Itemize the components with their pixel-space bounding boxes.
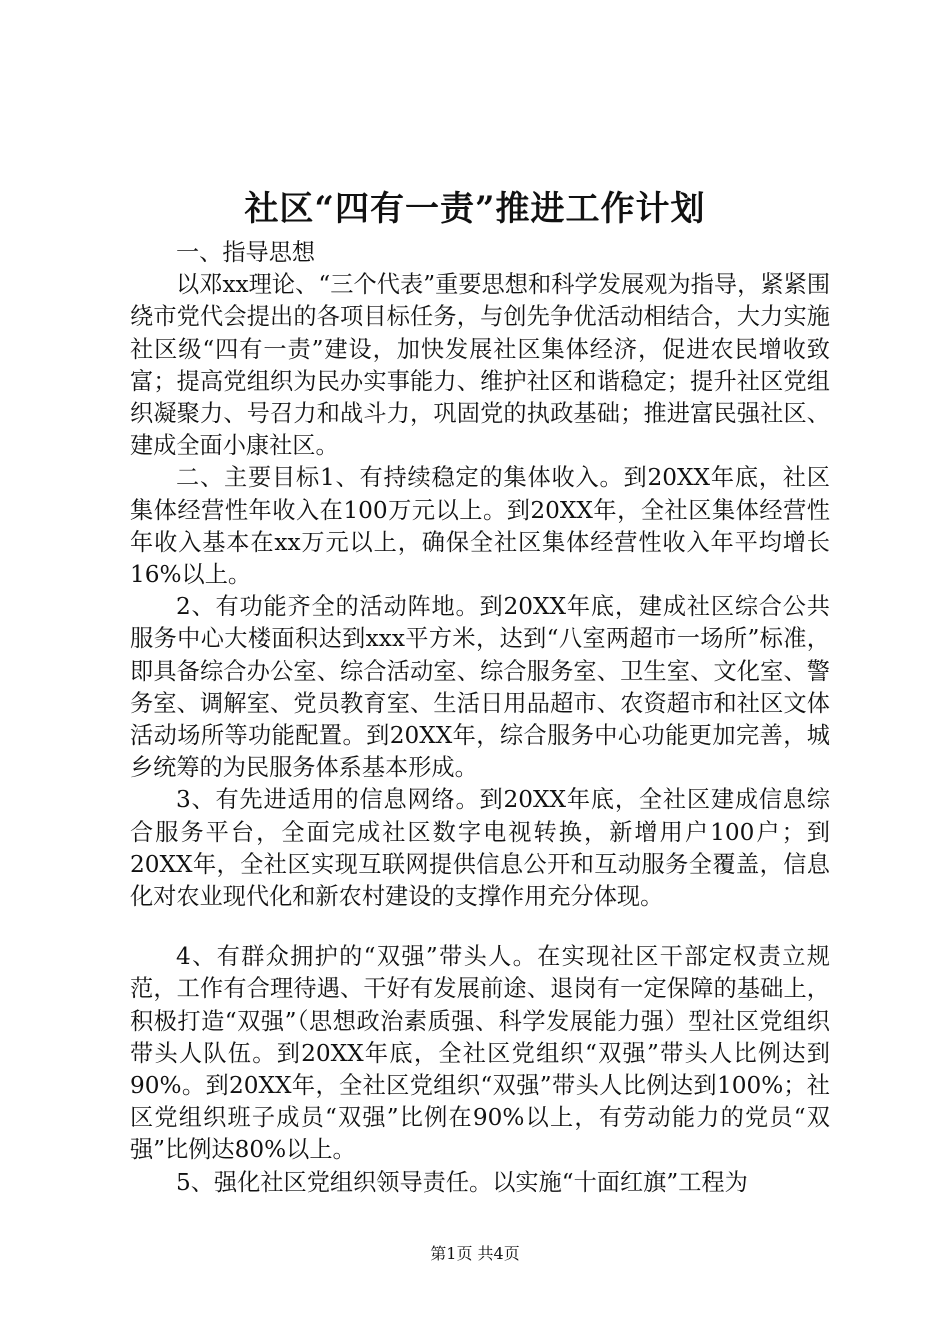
section-heading-guiding-thought: 一、指导思想: [176, 239, 316, 266]
document-title: 社区“四有一责”推进工作计划: [244, 189, 706, 229]
paragraph-main-goals-income: 二、主要目标1、有持续稳定的集体收入。到20XX年底，社区集体经营性年收入在100万元以上。到20XX年，全社区集体经营性年收入基本在xx万元以上，确保全社区集体经营性收入年平均增长16%以上。: [130, 464, 830, 589]
paragraph-information-network: 3、有先进适用的信息网络。到20XX年底，全社区建成信息综合服务平台，全面完成社区数字电视转换，新增用户100户；到20XX年，全社区实现互联网提供信息公开和互动服务全覆盖，信息化对农业现代化和新农村建设的支撑作用充分体现。: [130, 786, 830, 911]
paragraph-double-strong-leaders: 4、有群众拥护的“双强”带头人。在实现社区干部定权责立规范，工作有合理待遇、干好有发展前途、退岗有一定保障的基础上，积极打造“双强”（思想政治素质强、科学发展能力强）型社区党组织带头人队伍。到20XX年底，全社区党组织“双强”带头人比例达到90%。到20XX年，全社区党组织“双强”带头人比例达到100%；社区党组织班子成员“双强”比例在90%以上，有劳动能力的党员“双强”比例达80%以上。: [130, 943, 830, 1164]
paragraph-spacer: [130, 913, 830, 941]
paragraph-leadership-responsibility: 5、强化社区党组织领导责任。以实施“十面红旗”工程为: [176, 1168, 748, 1196]
document-body: [130, 237, 830, 1199]
page-number-footer: 第1页 共4页: [430, 1244, 520, 1263]
paragraph-activity-venue: 2、有功能齐全的活动阵地。到20XX年底，建成社区综合公共服务中心大楼面积达到xxx平方米，达到“八室两超市一场所”标准，即具备综合办公室、综合活动室、综合服务室、卫生室、文化室、警务室、调解室、党员教育室、生活日用品超市、农资超市和社区文体活动场所等功能配置。到20XX年，综合服务中心功能更加完善，城乡统筹的为民服务体系基本形成。: [130, 593, 830, 782]
paragraph-guiding-thought: 以邓xx理论、“三个代表”重要思想和科学发展观为指导，紧紧围绕市党代会提出的各项目标任务，与创先争优活动相结合，大力实施社区级“四有一责”建设，加快发展社区集体经济，促进农民增收致富；提高党组织为民办实事能力、维护社区和谐稳定；提升社区党组织凝聚力、号召力和战斗力，巩固党的执政基础；推进富民强社区、建成全面小康社区。: [130, 271, 831, 460]
